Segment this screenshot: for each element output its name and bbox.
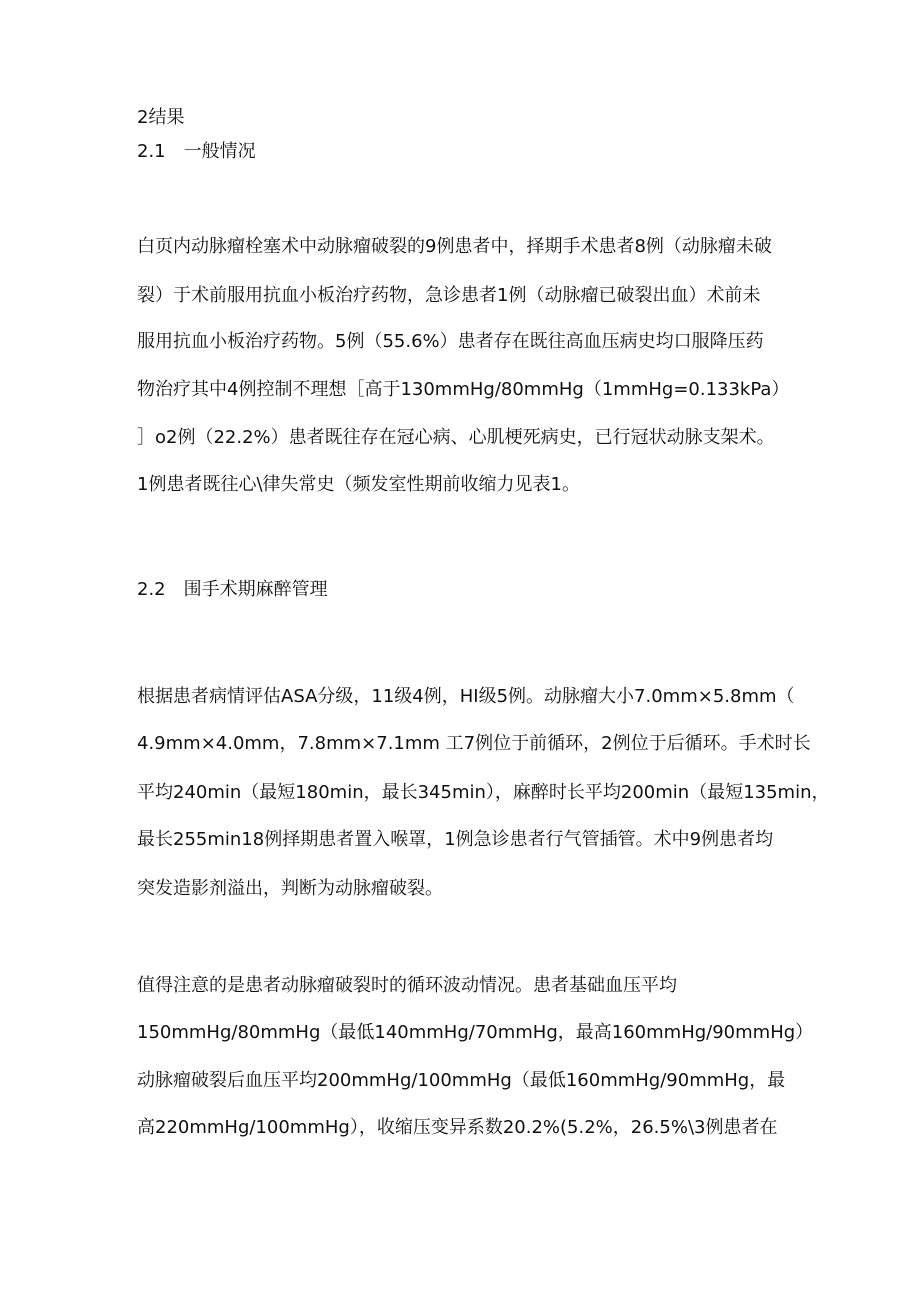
paragraph-line: 150mmHg/80mmHg（最低140mmHg/70mmHg，最高160mmHg/90mmHg）	[137, 1022, 814, 1043]
paragraph-line: 突发造影剂溢出，判断为动脉瘤破裂。	[137, 878, 443, 899]
paragraph-line: 1例患者既往心\律失常史（频发室性期前收缩力见表1。	[137, 474, 580, 495]
paragraph-line: ］o2例（22.2%）患者既往存在冠心病、心肌梗死病史，已行冠状动脉支架术。	[137, 427, 775, 448]
paragraph-line: 最长255min18例择期患者置入喉罩，1例急诊患者行气管插管。术中9例患者均	[137, 829, 774, 850]
paragraph-line: 物治疗其中4例控制不理想［高于130mmHg/80mmHg（1mmHg=0.133kPa）	[137, 379, 790, 400]
paragraph-line: 服用抗血小板治疗药物。5例（55.6%）患者存在既往高血压病史均口服降压药	[137, 331, 764, 352]
paragraph-line: 平均240min（最短180min，最长345min），麻醉时长平均200min（最短135min，	[137, 782, 830, 803]
paragraph-line: 值得注意的是患者动脉瘤破裂时的循环波动情况。患者基础血压平均	[137, 975, 677, 996]
paragraph-line: 裂）于术前服用抗血小板治疗药物，急诊患者1例（动脉瘤已破裂出血）术前未	[137, 285, 761, 306]
subsection-title-anesthesia: 2.2 围手术期麻醉管理	[137, 579, 328, 600]
section-title: 2结果	[137, 107, 185, 128]
paragraph-line: 根据患者病情评估ASA分级，11级4例，HI级5例。动脉瘤大小7.0mm×5.8mm（	[137, 686, 795, 707]
paragraph-line: 动脉瘤破裂后血压平均200mmHg/100mmHg（最低160mmHg/90mmHg，最	[137, 1070, 786, 1091]
paragraph-line: 白页内动脉瘤栓塞术中动脉瘤破裂的9例患者中，择期手术患者8例（动脉瘤未破	[137, 236, 772, 257]
paragraph-line: 4.9mm×4.0mm，7.8mm×7.1mm 工7例位于前循环，2例位于后循环。手术时长	[137, 733, 811, 754]
subsection-title-general: 2.1 一般情况	[137, 141, 256, 162]
paragraph-line: 高220mmHg/100mmHg），收缩压变异系数20.2%(5.2%，26.5%\3例患者在	[137, 1117, 778, 1138]
